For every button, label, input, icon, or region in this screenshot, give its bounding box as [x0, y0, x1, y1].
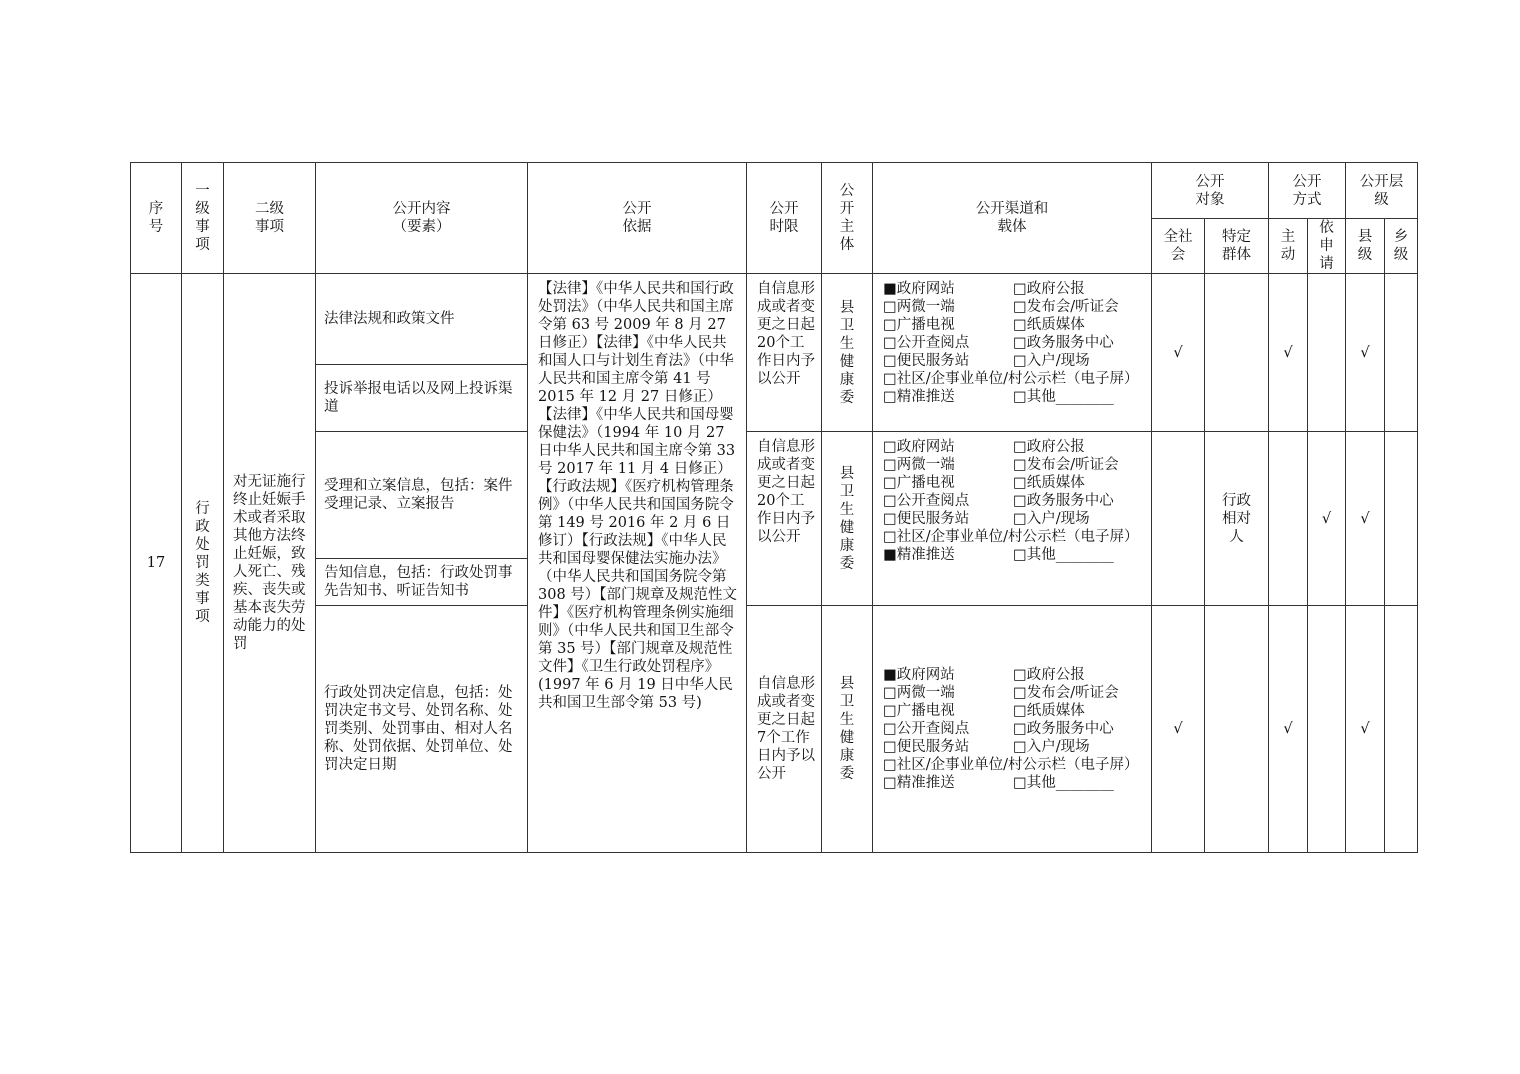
header-level2: 二级事项 — [224, 163, 316, 274]
channel-option: □政务服务中心 — [1013, 335, 1114, 351]
group3-level-county: √ — [1346, 606, 1385, 853]
group2-level-town — [1385, 432, 1418, 606]
header-mode: 公开方式 — [1269, 163, 1346, 219]
group2-target-all — [1152, 432, 1205, 606]
group1-target-all: √ — [1152, 274, 1205, 432]
group1-subject: 县卫生健康委 — [822, 274, 873, 432]
content-item: 法律法规和政策文件 — [316, 274, 528, 365]
group3-level-town — [1385, 606, 1418, 853]
header-target-all: 全社会 — [1152, 219, 1205, 274]
group2-mode-active — [1269, 432, 1308, 606]
channel-option: □入户/现场 — [1013, 353, 1090, 369]
channel-option: □便民服务站 — [883, 353, 970, 369]
channel-option: □社区/企事业单位/村公示栏（电子屏） — [883, 529, 1139, 545]
channel-option: □发布会/听证会 — [1013, 685, 1119, 701]
group1-timelimit: 自信息形成或者变更之日起20个工作日内予以公开 — [747, 274, 822, 432]
header-target-specific: 特定群体 — [1205, 219, 1269, 274]
channel-option: □政务服务中心 — [1013, 721, 1114, 737]
group3-timelimit: 自信息形成或者变更之日起7个工作日内予以公开 — [747, 606, 822, 853]
header-channel: 公开渠道和载体 — [873, 163, 1152, 274]
channel-option: □发布会/听证会 — [1013, 457, 1119, 473]
content-item: 投诉举报电话以及网上投诉渠道 — [316, 365, 528, 432]
channel-option: □精准推送 — [883, 389, 955, 405]
header-subject: 公开主体 — [822, 163, 873, 274]
channel-option: □两微一端 — [883, 457, 955, 473]
group3-target-all: √ — [1152, 606, 1205, 853]
group2-channels — [873, 432, 1152, 606]
content-item: 受理和立案信息，包括：案件受理记录、立案报告 — [316, 432, 528, 559]
channel-option: □广播电视 — [883, 475, 955, 491]
group3-target-specific — [1205, 606, 1269, 853]
group1-mode-active: √ — [1269, 274, 1308, 432]
row-level2: 对无证施行终止妊娠手术或者采取其他方法终止妊娠，致人死亡、残疾、丧失或基本丧失劳动能力的处罚 — [224, 274, 316, 853]
group1-level-county: √ — [1346, 274, 1385, 432]
group1-channels — [873, 274, 1152, 432]
group1-target-specific — [1205, 274, 1269, 432]
group3-channels — [873, 606, 1152, 853]
header-timelimit: 公开时限 — [747, 163, 822, 274]
channel-option: ■政府网站 — [883, 667, 955, 683]
group2-level-county: √ — [1346, 432, 1385, 606]
header-target: 公开对象 — [1152, 163, 1269, 219]
header-level-county: 县级 — [1346, 219, 1385, 274]
header-level1: 一级事项 — [182, 163, 224, 274]
header-level-town: 乡级 — [1385, 219, 1418, 274]
group2-mode-apply: √ — [1308, 432, 1346, 606]
channel-option: □便民服务站 — [883, 739, 970, 755]
header-mode-active: 主动 — [1269, 219, 1308, 274]
header-level: 公开层级 — [1346, 163, 1418, 219]
row-basis: 【法律】《中华人民共和国行政处罚法》（中华人民共和国主席令第 63 号 2009 年 8 月 27 日修正）【法律】《中华人民共和国人口与计划生育法》（中华人民共和国主席令第 41 号 2015 年 12 月 27 日修正）【法律】《中华人民共和国母婴保健法》（1994 年 10 月 27 日中华人民共和国主席令第 33 号 2017 年 11 月 4 日修正）【行政法规】《医疗机构管理条例》（中华人民共和国国务院令第 149 号 2016 年 2 月 6 日修订）【行政法规】《中华人民共和国母婴保健法实施办法》（中华人民共和国国务院令第 308 号）【部门规章及规范性文件】《医疗机构管理条例实施细则》（中华人民共和国卫生部令第 35 号）【部门规章及规范性文件】《卫生行政处罚程序》(1997 年 6 月 19 日中华人民共和国卫生部令第 53 号) — [528, 274, 747, 853]
row-level1: 行政处罚类事项 — [182, 274, 224, 853]
channel-option: □政府公报 — [1013, 281, 1085, 297]
header-basis: 公开依据 — [528, 163, 747, 274]
header-content: 公开内容（要素） — [316, 163, 528, 274]
channel-option: □公开查阅点 — [883, 721, 970, 737]
channel-option: □政府公报 — [1013, 439, 1085, 455]
channel-option: □社区/企事业单位/村公示栏（电子屏） — [883, 757, 1139, 773]
header-mode-apply: 依申请 — [1308, 219, 1346, 274]
group3-mode-apply — [1308, 606, 1346, 853]
channel-option: □政务服务中心 — [1013, 493, 1114, 509]
channel-option: □政府网站 — [883, 439, 955, 455]
channel-option: □纸质媒体 — [1013, 475, 1085, 491]
channel-option: □其他________ — [1013, 547, 1114, 563]
channel-option: ■政府网站 — [883, 281, 955, 297]
channel-option: □其他________ — [1013, 775, 1114, 791]
group2-subject: 县卫生健康委 — [822, 432, 873, 606]
row-seq: 17 — [131, 274, 182, 853]
group2-target-specific: 行政相对人 — [1205, 432, 1269, 606]
channel-option: □其他________ — [1013, 389, 1114, 405]
content-item: 行政处罚决定信息，包括：处罚决定书文号、处罚名称、处罚类别、处罚事由、相对人名称、处罚依据、处罚单位、处罚决定日期 — [316, 606, 528, 853]
disclosure-table — [130, 162, 1418, 853]
channel-option: □广播电视 — [883, 703, 955, 719]
group3-mode-active: √ — [1269, 606, 1308, 853]
group3-subject: 县卫生健康委 — [822, 606, 873, 853]
channel-option: □公开查阅点 — [883, 335, 970, 351]
group1-mode-apply — [1308, 274, 1346, 432]
channel-option: ■精准推送 — [883, 547, 955, 563]
channel-option: □两微一端 — [883, 299, 955, 315]
channel-option: □政府公报 — [1013, 667, 1085, 683]
channel-option: □社区/企事业单位/村公示栏（电子屏） — [883, 371, 1139, 387]
group2-timelimit: 自信息形成或者变更之日起20个工作日内予以公开 — [747, 432, 822, 606]
content-item: 告知信息，包括：行政处罚事先告知书、听证告知书 — [316, 559, 528, 606]
channel-option: □便民服务站 — [883, 511, 970, 527]
group1-level-town — [1385, 274, 1418, 432]
channel-option: □公开查阅点 — [883, 493, 970, 509]
channel-option: □入户/现场 — [1013, 511, 1090, 527]
channel-option: □发布会/听证会 — [1013, 299, 1119, 315]
channel-option: □入户/现场 — [1013, 739, 1090, 755]
channel-option: □纸质媒体 — [1013, 703, 1085, 719]
channel-option: □纸质媒体 — [1013, 317, 1085, 333]
channel-option: □精准推送 — [883, 775, 955, 791]
channel-option: □广播电视 — [883, 317, 955, 333]
channel-option: □两微一端 — [883, 685, 955, 701]
header-seq: 序号 — [131, 163, 182, 274]
